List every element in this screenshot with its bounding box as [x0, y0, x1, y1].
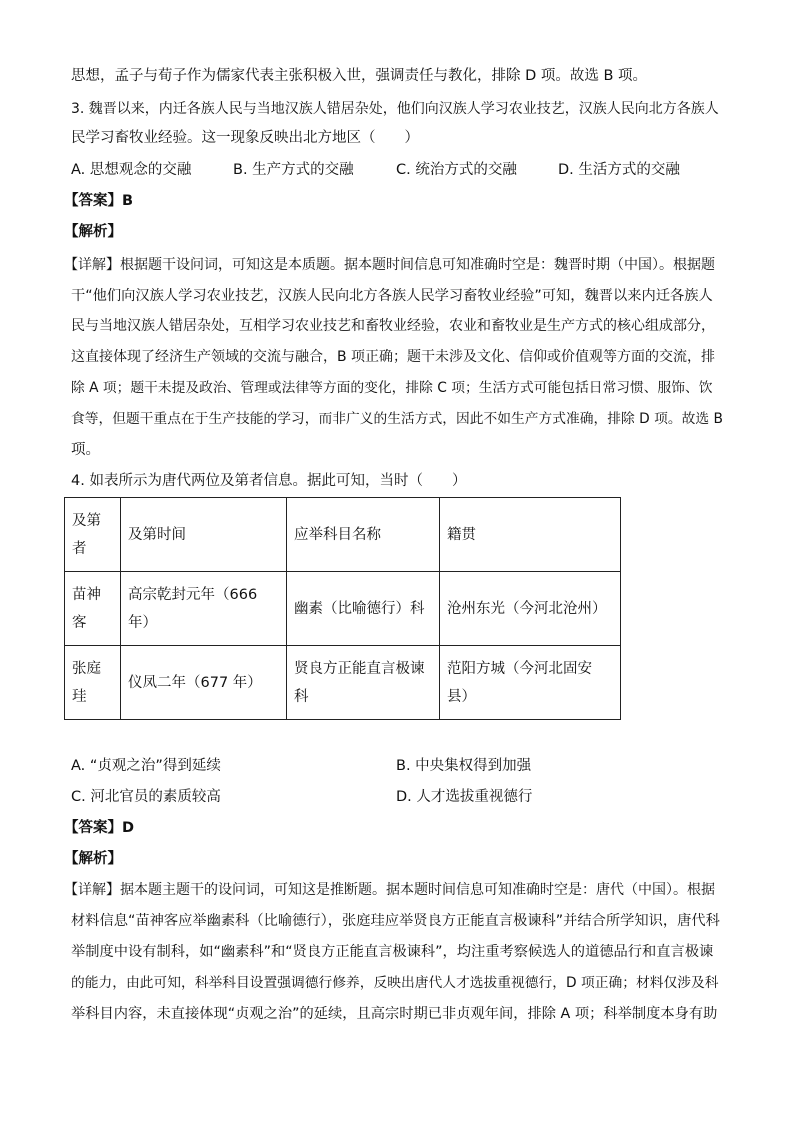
cell-text: 沧州东光（今河北沧州）	[447, 600, 607, 617]
q3-detail-line: 干“他们向汉族人学习农业技艺，汉族人民向北方各族人民学习畜牧业经验”可知，魏晋以来内迁各族人	[71, 288, 713, 304]
intro-text: 思想，孟子与荀子作为儒家代表主张积极入世，强调责任与教化，排除 D 项。故选 B 项。	[71, 68, 648, 84]
table-row	[65, 646, 621, 720]
table-header-row	[65, 498, 621, 572]
q3-detail-line: 食等，但题干重点在于生产技能的学习，而非广义的生活方式，因此不如生产方式准确，排除 D 项。故选 B	[71, 411, 723, 427]
q4-detail-line: 材料信息“苗神客应举幽素科（比喻德行），张庭珪应举贤良方正能直言极谏科”并结合所学知识，唐代科	[71, 913, 720, 929]
cell-text: 珪	[72, 688, 87, 705]
header-cell	[440, 498, 621, 572]
header-cell	[287, 498, 440, 572]
q3-option-d: D. 生活方式的交融	[558, 162, 680, 178]
q4-option-b: B. 中央集权得到加强	[396, 758, 532, 774]
header-text: 及第时间	[128, 526, 186, 543]
q4-info-table	[64, 497, 621, 720]
cell-text: 幽素（比喻德行）科	[294, 600, 425, 617]
header-text: 应举科目名称	[294, 526, 381, 543]
q4-analysis-label: 【解析】	[64, 851, 122, 867]
header-cell	[121, 498, 287, 572]
header-cell	[65, 498, 121, 572]
table-cell	[440, 572, 621, 646]
q4-option-a: A. “贞观之治”得到延续	[71, 758, 221, 774]
q3-detail-line: 民与当地汉族人错居杂处，互相学习农业技艺和畜牧业经验，农业和畜牧业是生产方式的核心组成部分，	[71, 318, 715, 334]
cell-text: 贤良方正能直言极谏	[294, 660, 425, 677]
q3-detail-line: 项。	[71, 442, 100, 458]
table-cell	[121, 572, 287, 646]
q4-option-c: C. 河北官员的素质较高	[71, 789, 221, 805]
table-cell	[65, 646, 121, 720]
header-text: 籍贯	[447, 526, 476, 543]
cell-text: 张庭	[72, 660, 101, 677]
cell-text: 苗神	[72, 586, 101, 603]
q3-analysis-label: 【解析】	[64, 224, 122, 240]
table-cell	[121, 646, 287, 720]
table-cell	[65, 572, 121, 646]
q4-detail-line: 举制度中设有制科，如“幽素科”和“贤良方正能直言极谏科”，均注重考察候选人的道德品行和直言极谏	[71, 944, 714, 960]
q4-answer: 【答案】D	[64, 820, 135, 836]
table-cell	[287, 646, 440, 720]
table-cell	[440, 646, 621, 720]
q3-option-b: B. 生产方式的交融	[233, 162, 354, 178]
header-text: 及第	[72, 512, 101, 529]
q4-detail-line: 【详解】据本题主题干的设问词，可知这是推断题。据本题时间信息可知准确时空是：唐代（中国）。根据	[64, 882, 715, 898]
q3-detail-line: 除 A 项；题干未提及政治、管理或法律等方面的变化，排除 C 项；生活方式可能包括日常习惯、服饰、饮	[71, 380, 713, 396]
header-text: 者	[72, 540, 87, 557]
cell-text: 高宗乾封元年（666 年）	[128, 586, 258, 631]
table-row	[65, 572, 621, 646]
cell-text: 科	[294, 688, 309, 705]
cell-text: 仪凤二年（677 年）	[128, 674, 262, 691]
q3-detail-line: 【详解】根据题干设问词，可知这是本质题。据本题时间信息可知准确时空是：魏晋时期（中国）。根据题	[64, 257, 715, 273]
q3-stem-line-1: 3. 魏晋以来，内迁各族人民与当地汉族人错居杂处，他们向汉族人学习农业技艺，汉族人民向北方各族人	[71, 101, 719, 117]
table-cell	[287, 572, 440, 646]
q3-answer: 【答案】B	[64, 193, 134, 209]
q3-detail-line: 这直接体现了经济生产领域的交流与融合，B 项正确；题干未涉及文化、信仰或价值观等方面的交流，排	[71, 349, 716, 365]
q3-option-c: C. 统治方式的交融	[396, 162, 517, 178]
q4-detail-line: 的能力，由此可知，科举科目设置强调德行修养，反映出唐代人才选拔重视德行，D 项正确；材料仅涉及科	[71, 975, 719, 991]
q3-option-a: A. 思想观念的交融	[71, 162, 192, 178]
q4-stem: 4. 如表所示为唐代两位及第者信息。据此可知，当时（ ）	[71, 473, 467, 489]
q4-detail-line: 举科目内容，未直接体现“贞观之治”的延续，且高宗时期已非贞观年间，排除 A 项；科举制度本身有助	[71, 1006, 718, 1022]
q4-option-d: D. 人才选拔重视德行	[396, 789, 533, 805]
cell-text: 范阳方城（今河北固安县）	[447, 660, 592, 705]
cell-text: 客	[72, 614, 87, 631]
q3-stem-line-2: 民学习畜牧业经验。这一现象反映出北方地区（ ）	[71, 130, 419, 146]
